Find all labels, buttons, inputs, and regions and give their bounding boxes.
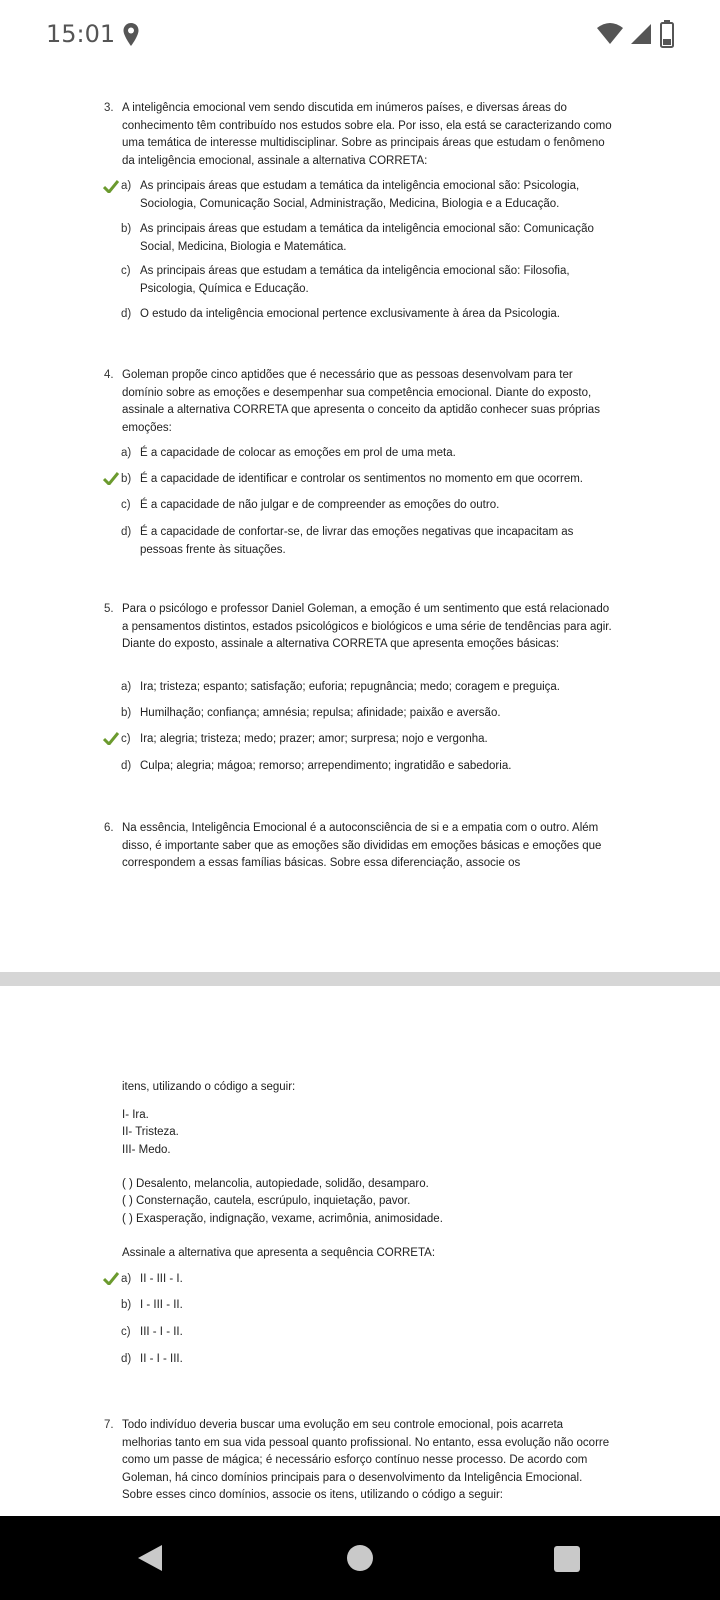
question-number: 3. bbox=[104, 102, 114, 114]
question-text: A inteligência emocional vem sendo discutida em inúmeros países, e diversas áreas do conhecimento têm contribuído nos estudos sobre ela. Por isso, ela está se caracterizando como uma temática de interesse multidisciplinar. Sobre as principais áreas que estudam o fenômeno da inteligência emocional, assinale a alternativa CORRETA: bbox=[122, 102, 612, 167]
option-letter: a) bbox=[121, 681, 132, 693]
location-icon bbox=[122, 22, 140, 48]
association-item: ( ) Exasperação, indignação, vexame, acrimônia, animosidade. bbox=[122, 1213, 443, 1225]
question-number: 5. bbox=[104, 603, 114, 615]
association-item: ( ) Consternação, cautela, escrúpulo, inquietação, pavor. bbox=[122, 1195, 411, 1207]
option-text: O estudo da inteligência emocional pertence exclusivamente à área da Psicologia. bbox=[140, 308, 561, 320]
correct-check-icon bbox=[103, 472, 119, 485]
option-letter: c) bbox=[121, 1326, 131, 1338]
question-prompt: Assinale a alternativa que apresenta a sequência CORRETA: bbox=[122, 1247, 436, 1259]
question-text: Para o psicólogo e professor Daniel Goleman, a emoção é um sentimento que está relacionado a pensamentos distintos, estados psicológicos e biológicos e uma série de tendências para agir. Diante do exposto, assinale a alternativa CORRETA que apresenta emoções básicas: bbox=[122, 603, 612, 650]
document-page-2 bbox=[0, 986, 720, 1516]
option-letter: b) bbox=[121, 1299, 132, 1311]
home-button[interactable] bbox=[347, 1545, 373, 1571]
option-text: Culpa; alegria; mágoa; remorso; arrependimento; ingratidão e sabedoria. bbox=[140, 760, 512, 772]
cell-signal-icon bbox=[630, 22, 652, 46]
question-text: Todo indivíduo deveria buscar uma evolução em seu controle emocional, pois acarreta melhorias tanto em sua vida pessoal quanto profissional. No entanto, essa evolução não ocorre como um passe de mágica; é necessário esforço contínuo nesse processo. De acordo com Goleman, há cinco domínios principais para o desenvolvimento da Inteligência Emocional. Sobre esses cinco domínios, associe os itens, utilizando o código a seguir: bbox=[122, 1419, 610, 1501]
option-text: Ira; tristeza; espanto; satisfação; euforia; repugnância; medo; coragem e preguiça. bbox=[140, 681, 560, 693]
code-item: I- Ira. bbox=[122, 1109, 149, 1121]
option-letter: d) bbox=[121, 1353, 132, 1365]
wifi-icon bbox=[596, 22, 624, 46]
option-letter: a) bbox=[121, 447, 132, 459]
option-text: III - I - II. bbox=[140, 1326, 183, 1338]
option-letter: c) bbox=[121, 499, 131, 511]
correct-check-icon bbox=[103, 732, 119, 745]
back-icon[interactable] bbox=[136, 1543, 164, 1573]
status-bar bbox=[0, 0, 720, 72]
option-text: Ira; alegria; tristeza; medo; prazer; amor; surpresa; nojo e vergonha. bbox=[140, 733, 488, 745]
option-letter: a) bbox=[121, 1273, 132, 1285]
option-text: É a capacidade de não julgar e de compreender as emoções do outro. bbox=[140, 499, 500, 511]
question-text: Na essência, Inteligência Emocional é a autoconsciência de si e a empatia com o outro. Além disso, é importante saber que as emoções são divididas em emoções básicas e emoções que correspondem a essas famílias básicas. Sobre essa diferenciação, associe os bbox=[122, 822, 602, 869]
correct-check-icon bbox=[103, 180, 119, 193]
option-letter: d) bbox=[121, 526, 132, 538]
option-letter: b) bbox=[121, 473, 132, 485]
recents-button[interactable] bbox=[554, 1546, 580, 1572]
option-text: As principais áreas que estudam a temática da inteligência emocional são: Psicologia, Sociologia, Comunicação Social, Administração, Medicina, Biologia e a Educação. bbox=[140, 180, 580, 210]
option-letter: a) bbox=[121, 180, 132, 192]
association-item: ( ) Desalento, melancolia, autopiedade, solidão, desamparo. bbox=[122, 1178, 429, 1190]
option-text: As principais áreas que estudam a temática da inteligência emocional são: Comunicação Social, Medicina, Biologia e Matemática. bbox=[140, 223, 594, 253]
question-number: 4. bbox=[104, 369, 114, 381]
battery-icon bbox=[660, 20, 674, 48]
option-letter: b) bbox=[121, 707, 132, 719]
option-text: É a capacidade de identificar e controlar os sentimentos no momento em que ocorrem. bbox=[140, 473, 583, 485]
option-letter: d) bbox=[121, 760, 132, 772]
option-text: II - III - I. bbox=[140, 1273, 183, 1285]
question-number: 7. bbox=[104, 1419, 114, 1431]
code-item: III- Medo. bbox=[122, 1144, 171, 1156]
option-text: II - I - III. bbox=[140, 1353, 183, 1365]
option-text: I - III - II. bbox=[140, 1299, 183, 1311]
option-letter: c) bbox=[121, 733, 131, 745]
option-letter: b) bbox=[121, 223, 132, 235]
status-time: 15:01 bbox=[46, 20, 116, 48]
option-text: É a capacidade de colocar as emoções em prol de uma meta. bbox=[140, 447, 456, 459]
correct-check-icon bbox=[103, 1272, 119, 1285]
document-page-1 bbox=[0, 72, 720, 972]
page-break bbox=[0, 972, 720, 986]
option-text: É a capacidade de confortar-se, de livrar das emoções negativas que incapacitam as pessoas frente às situações. bbox=[140, 526, 574, 556]
code-item: II- Tristeza. bbox=[122, 1126, 179, 1138]
option-text: Humilhação; confiança; amnésia; repulsa; afinidade; paixão e aversão. bbox=[140, 707, 501, 719]
question-text: Goleman propõe cinco aptidões que é necessário que as pessoas desenvolvam para ter domínio sobre as emoções e desempenhar sua competência emocional. Diante do exposto, assinale a alternativa CORRETA que apresenta o conceito da aptidão conhecer suas próprias emoções: bbox=[122, 369, 600, 434]
question-number: 6. bbox=[104, 822, 114, 834]
question-6-continuation: itens, utilizando o código a seguir: bbox=[122, 1081, 296, 1093]
option-text: As principais áreas que estudam a temática da inteligência emocional são: Filosofia, Psicologia, Química e Educação. bbox=[140, 265, 570, 295]
option-letter: d) bbox=[121, 308, 132, 320]
option-letter: c) bbox=[121, 265, 131, 277]
